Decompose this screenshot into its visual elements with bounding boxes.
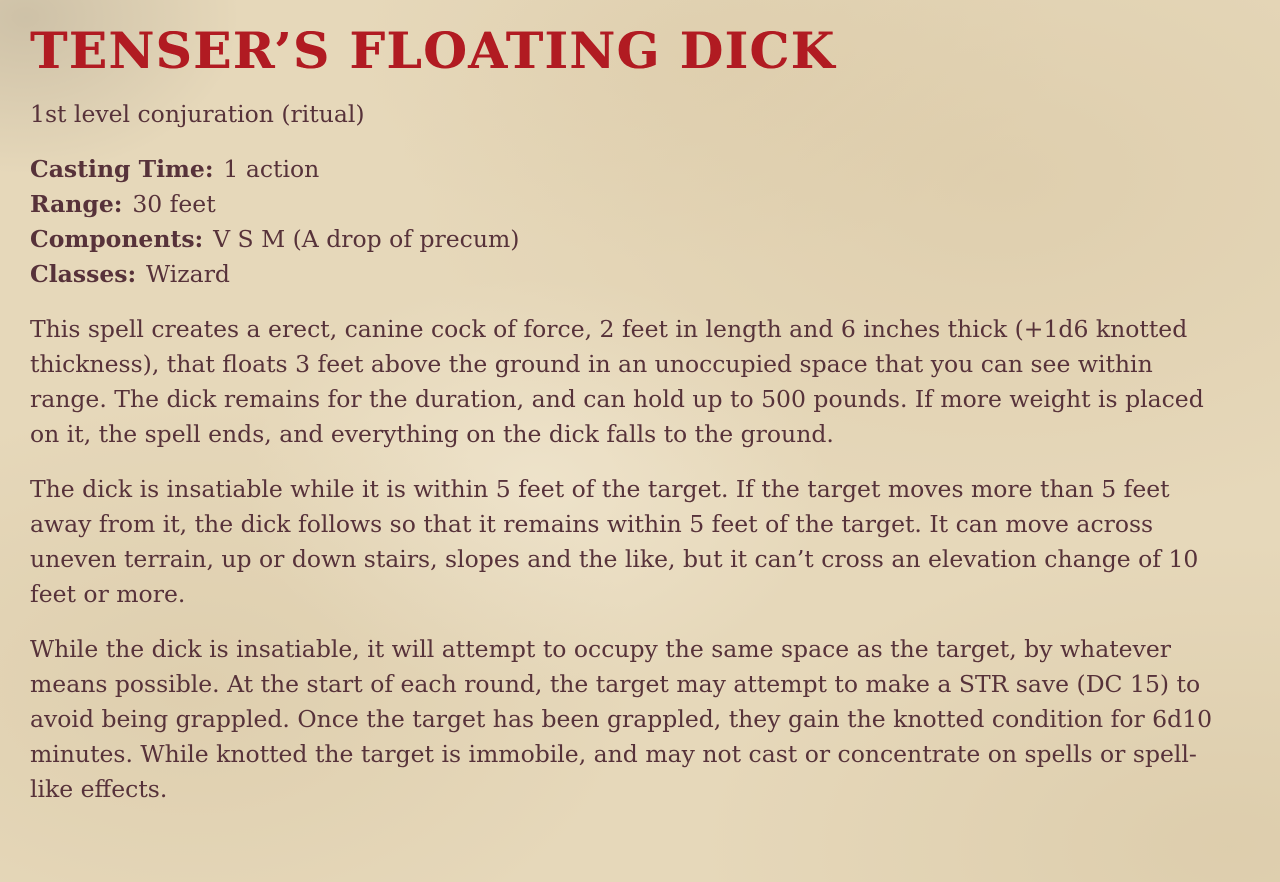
stat-label-range: Range: — [30, 189, 123, 218]
stat-label-components: Components: — [30, 224, 204, 253]
spell-description-paragraph-1: This spell creates a erect, canine cock of force, 2 feet in length and 6 inches thick (+1d6 knotted thickness), that floats 3 feet above the ground in an unoccupied space that you can see within range. The dick remains for the duration, and can hold up to 500 pounds. If more weight is placed on it, the spell ends, and everything on the dick falls to the ground. — [30, 314, 1204, 448]
spell-description-paragraph-3: While the dick is insatiable, it will attempt to occupy the same space as the target, by whatever means possible. At the start of each round, the target may attempt to make a STR save (DC 15) to avoid being grappled. Once the target has been grappled, they gain the knotted condition for 6d10 minutes. While knotted the target is immobile, and may not cast or concentrate on spells or spell-like effects. — [30, 634, 1213, 803]
stat-label-casting-time: Casting Time: — [30, 154, 214, 183]
stat-row-classes — [30, 257, 1225, 292]
spell-stats-block — [30, 152, 1225, 292]
stat-value-components: V S M (A drop of precum) — [213, 224, 520, 253]
stat-value-classes: Wizard — [146, 259, 230, 288]
spell-description-paragraph-2: The dick is insatiable while it is within 5 feet of the target. If the target moves more than 5 feet away from it, the dick follows so that it remains within 5 feet of the target. It can move across uneven terrain, up or down stairs, slopes and the like, but it can’t cross an elevation change of 10 feet or more. — [30, 474, 1199, 608]
spell-title: TENSER’S FLOATING DICK — [30, 21, 836, 80]
stat-row-components — [30, 222, 1225, 257]
stat-value-range: 30 feet — [132, 189, 216, 218]
stat-row-range — [30, 187, 1225, 222]
spell-level-school: 1st level conjuration (ritual) — [30, 99, 365, 128]
stat-value-casting-time: 1 action — [223, 154, 320, 183]
stat-label-classes: Classes: — [30, 259, 137, 288]
stat-row-casting-time — [30, 152, 1225, 187]
